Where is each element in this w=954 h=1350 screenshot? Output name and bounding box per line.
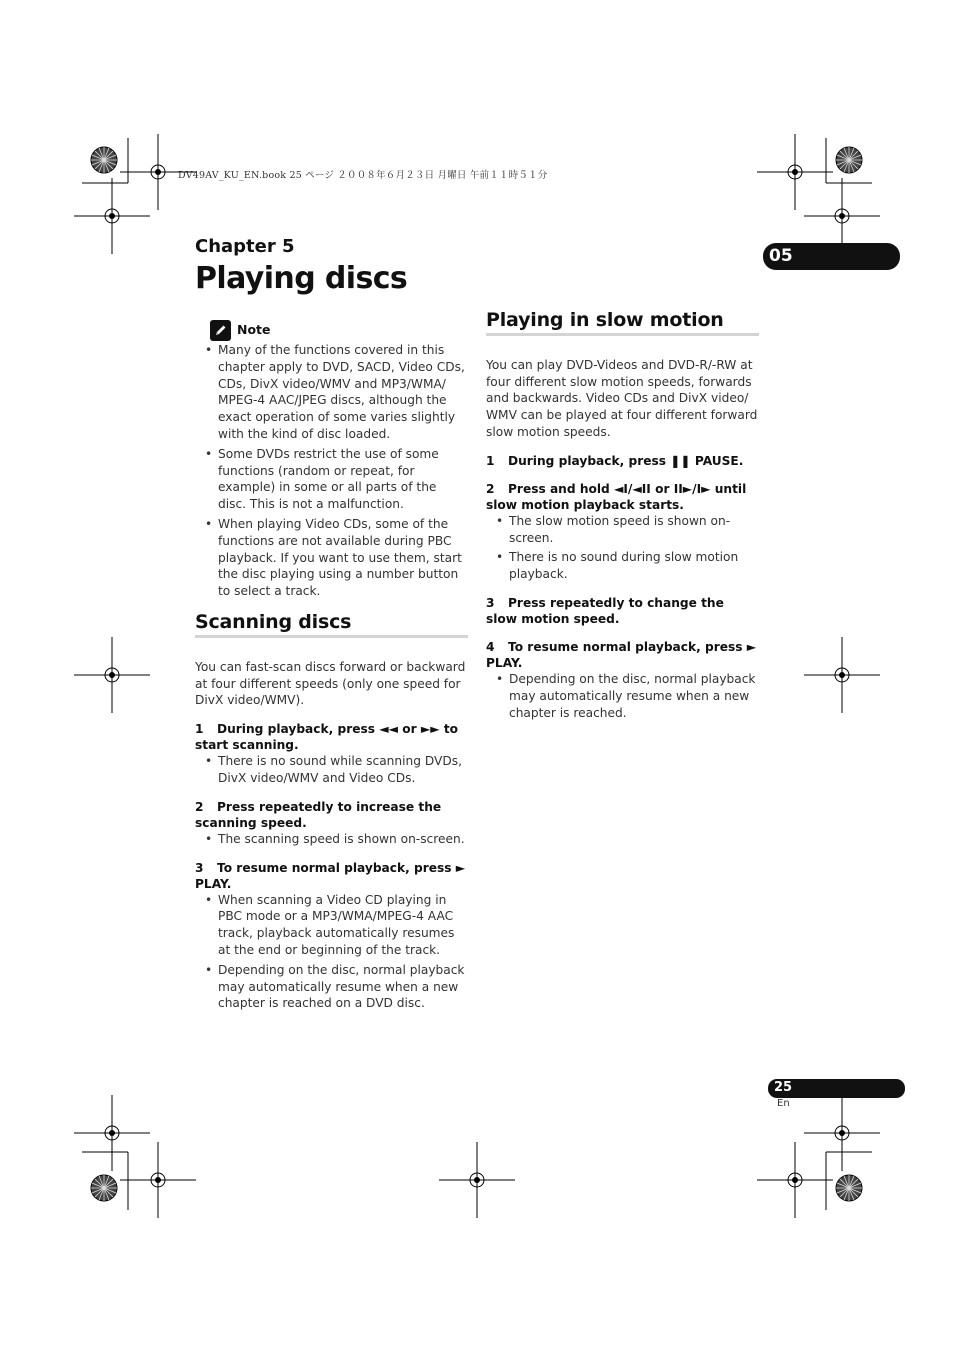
chapter-number: 05 — [769, 246, 793, 266]
step: 3 Press repeatedly to change the slow motion speed. — [486, 595, 724, 626]
list-item: • Depending on the disc, normal playback may automatically resume when a new chapter is reached. — [486, 671, 759, 721]
step-bullets — [195, 831, 468, 848]
section-intro: You can fast-scan discs forward or backward at four different speeds (only one speed for DivX video/WMV). — [195, 659, 466, 708]
list-item: • Depending on the disc, normal playback may automatically resume when a new chapter is reached on a DVD disc. — [195, 962, 468, 1012]
chapter-label: Chapter 5 — [195, 236, 295, 257]
crop-mark-bottom-center — [439, 1142, 515, 1218]
note-header — [210, 318, 468, 342]
note-item: • Many of the functions covered in this chapter apply to DVD, SACD, Video CDs, CDs, DivX video/WMV and MP3/WMA/ MPEG-4 AAC/JPEG discs, although the exact operation of some varies slightly with the kind of disc loaded. — [195, 342, 468, 443]
page-number: 25 — [774, 1080, 793, 1095]
crop-mark-top-right — [757, 134, 880, 254]
right-column — [486, 309, 759, 724]
list-item: • There is no sound while scanning DVDs, DivX video/WMV and Video CDs. — [195, 753, 468, 787]
page-number-tab — [768, 1079, 905, 1098]
page-title: Playing discs — [195, 261, 408, 296]
list-item: • There is no sound during slow motion playback. — [486, 549, 759, 583]
crop-mark-mid-right — [804, 637, 880, 713]
file-header: DV49AV_KU_EN.book 25 ページ ２００８年６月２３日 月曜日 午前１１時５１分 — [178, 170, 548, 181]
list-item: • The slow motion speed is shown on-screen. — [486, 513, 759, 547]
step: 2 Press and hold ◄I/◄II or II►/I► until slow motion playback starts. — [486, 481, 747, 512]
chapter-number-tab — [763, 243, 900, 270]
crop-mark-bottom-left — [74, 1095, 196, 1218]
section-intro: You can play DVD-Videos and DVD-R/-RW at four different slow motion speeds, forwards and backwards. Video CDs and DivX video/ WMV can be played at four different forward slow motion speeds. — [486, 357, 758, 439]
section-heading-scanning: Scanning discs — [195, 614, 468, 638]
crop-mark-top-left — [74, 134, 196, 254]
note-list — [195, 342, 468, 600]
note-item: • When playing Video CDs, some of the functions are not available during PBC playback. If you want to use them, start the disc playing using a number button to select a track. — [195, 516, 468, 600]
step: 4 To resume normal playback, press ► PLAY. — [486, 639, 757, 670]
pencil-icon — [210, 320, 231, 341]
step-bullets — [486, 671, 759, 721]
list-item: • The scanning speed is shown on-screen. — [195, 831, 468, 848]
step: 1 During playback, press ◄◄ or ►► to start scanning. — [195, 722, 459, 753]
page-language: En — [777, 1098, 790, 1109]
step: 2 Press repeatedly to increase the scanning speed. — [195, 799, 442, 830]
left-column — [195, 318, 468, 1015]
note-item: • Some DVDs restrict the use of some functions (random or repeat, for example) in some or all parts of the disc. This is not a malfunction. — [195, 446, 468, 513]
step: 3 To resume normal playback, press ► PLAY. — [195, 860, 466, 891]
note-title: Note — [237, 321, 271, 337]
step: 1 During playback, press ❚❚ PAUSE. — [486, 453, 744, 468]
step-bullets — [195, 753, 468, 787]
list-item: • When scanning a Video CD playing in PBC mode or a MP3/WMA/MPEG-4 AAC track, playback automatically resumes at the end or beginning of the track. — [195, 892, 468, 959]
section-heading-slow-motion: Playing in slow motion — [486, 312, 759, 336]
step-bullets — [195, 892, 468, 1013]
crop-mark-mid-left — [74, 637, 150, 713]
step-bullets — [486, 513, 759, 583]
crop-mark-bottom-right — [757, 1095, 880, 1218]
